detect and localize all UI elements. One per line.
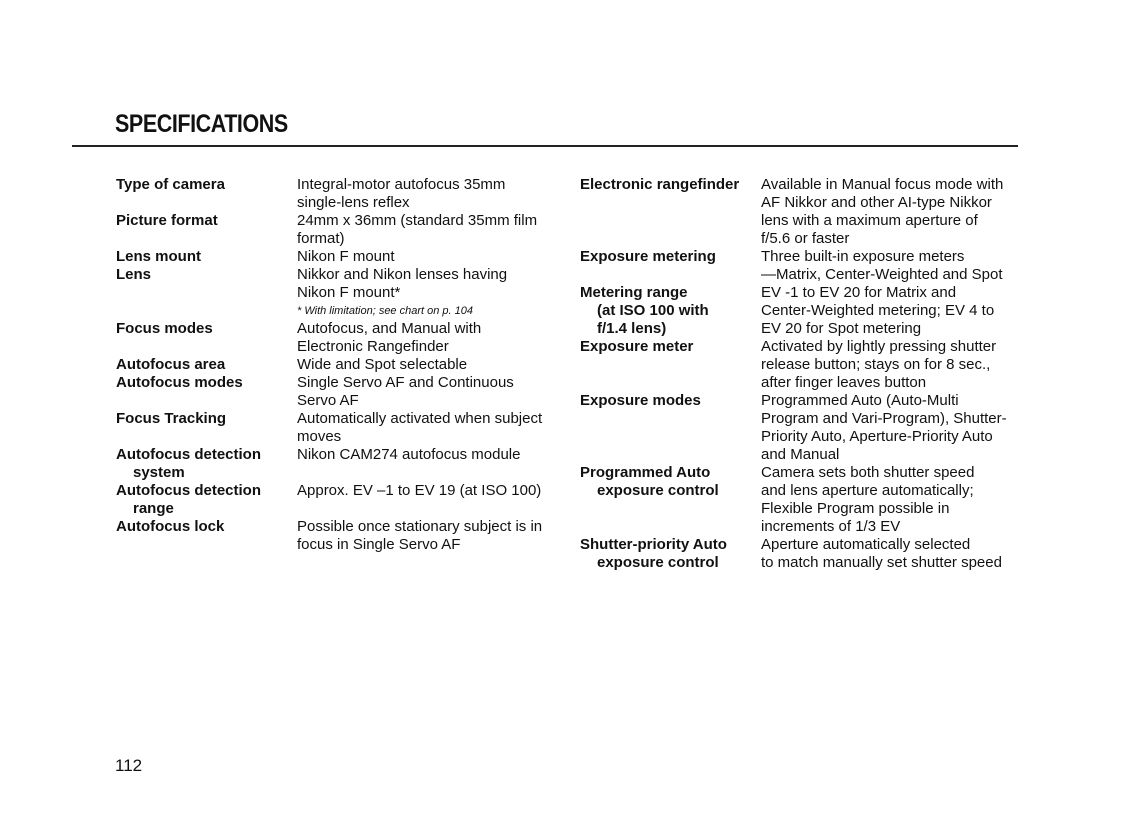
spec-value: Nikon CAM274 autofocus module — [297, 446, 521, 463]
spec-label: Autofocus modes — [116, 374, 243, 391]
spec-value: increments of 1/3 EV — [761, 518, 901, 535]
spacer — [580, 428, 755, 446]
spec-label: Lens mount — [116, 248, 201, 265]
spec-value: Available in Manual focus mode with — [761, 176, 1004, 193]
spec-labels-left — [116, 176, 291, 536]
spec-value: Electronic Rangefinder — [297, 338, 449, 355]
spacer — [580, 194, 755, 212]
spec-labels-right — [580, 176, 755, 572]
spacer — [580, 266, 755, 284]
spec-label: range — [133, 500, 174, 517]
spec-value: EV 20 for Spot metering — [761, 320, 922, 337]
spacer — [116, 194, 291, 212]
spacer — [580, 230, 755, 248]
spec-value: Program and Vari-Program), Shutter- — [761, 410, 1007, 427]
spacer — [580, 500, 755, 518]
spec-value: Automatically activated when subject — [297, 410, 543, 427]
spacer — [116, 230, 291, 248]
spacer — [116, 302, 291, 320]
footnote: * With limitation; see chart on p. 104 — [297, 305, 473, 317]
spacer — [580, 374, 755, 392]
spec-label: system — [133, 464, 185, 481]
spec-value: Nikkor and Nikon lenses having — [297, 266, 508, 283]
page-number: 112 — [115, 756, 143, 775]
spec-value: AF Nikkor and other AI-type Nikkor — [761, 194, 992, 211]
spec-label: Exposure metering — [580, 248, 716, 265]
spec-value: Priority Auto, Aperture-Priority Auto — [761, 428, 993, 445]
spec-values-left — [297, 176, 572, 554]
spec-label: exposure control — [597, 482, 719, 499]
spec-label: Focus modes — [116, 320, 213, 337]
spec-value: Autofocus, and Manual with — [297, 320, 482, 337]
spacer — [297, 500, 572, 518]
spec-value: focus in Single Servo AF — [297, 536, 461, 553]
spec-label: Electronic rangefinder — [580, 176, 740, 193]
spec-value: after finger leaves button — [761, 374, 927, 391]
spec-value: Activated by lightly pressing shutter — [761, 338, 997, 355]
spacer — [297, 464, 572, 482]
spec-label: f/1.4 lens) — [597, 320, 667, 337]
spec-value: f/5.6 or faster — [761, 230, 850, 247]
spec-label: Programmed Auto — [580, 464, 711, 481]
spacer — [580, 356, 755, 374]
spec-value: —Matrix, Center-Weighted and Spot — [761, 266, 1003, 283]
spec-value: Aperture automatically selected — [761, 536, 971, 553]
spec-value: lens with a maximum aperture of — [761, 212, 978, 229]
spec-value: EV -1 to EV 20 for Matrix and — [761, 284, 957, 301]
spec-value: Possible once stationary subject is in — [297, 518, 543, 535]
spec-label: Exposure meter — [580, 338, 694, 355]
spec-values-right — [761, 176, 1031, 572]
spacer — [116, 338, 291, 356]
spacer — [116, 392, 291, 410]
spec-label: Autofocus detection — [116, 446, 261, 463]
spec-label: Autofocus detection — [116, 482, 261, 499]
spec-label: Autofocus area — [116, 356, 226, 373]
spec-label: Lens — [116, 266, 152, 283]
spacer — [580, 212, 755, 230]
spec-value: single-lens reflex — [297, 194, 410, 211]
spec-value: and Manual — [761, 446, 840, 463]
spec-label: Shutter-priority Auto — [580, 536, 727, 553]
spacer — [580, 446, 755, 464]
spacer — [580, 518, 755, 536]
spacer — [116, 428, 291, 446]
spec-value: Approx. EV –1 to EV 19 (at ISO 100) — [297, 482, 542, 499]
spacer — [580, 410, 755, 428]
spec-value: and lens aperture automatically; — [761, 482, 974, 499]
spec-label: Picture format — [116, 212, 218, 229]
spec-value: Programmed Auto (Auto-Multi — [761, 392, 959, 409]
spec-value: Wide and Spot selectable — [297, 356, 468, 373]
spec-value: Single Servo AF and Continuous — [297, 374, 514, 391]
spec-value: format) — [297, 230, 345, 247]
spec-value: Flexible Program possible in — [761, 500, 950, 517]
spec-value: Nikon F mount* — [297, 284, 401, 301]
spec-value: Three built-in exposure meters — [761, 248, 965, 265]
spec-value: Nikon F mount — [297, 248, 395, 265]
spec-label: (at ISO 100 with — [597, 302, 709, 319]
spec-label: Metering range — [580, 284, 688, 301]
spec-value: Camera sets both shutter speed — [761, 464, 975, 481]
spec-value: Servo AF — [297, 392, 359, 409]
spec-value: 24mm x 36mm (standard 35mm film — [297, 212, 538, 229]
page-title: SPECIFICATIONS — [115, 110, 288, 138]
spec-label: Exposure modes — [580, 392, 701, 409]
spacer — [116, 284, 291, 302]
spec-value: moves — [297, 428, 342, 445]
spec-label: Type of camera — [116, 176, 225, 193]
spec-value: Center-Weighted metering; EV 4 to — [761, 302, 995, 319]
spec-value: to match manually set shutter speed — [761, 554, 1002, 571]
spec-label: Focus Tracking — [116, 410, 227, 427]
title-divider — [72, 145, 1018, 147]
spec-label: Autofocus lock — [116, 518, 225, 535]
spec-value: release button; stays on for 8 sec., — [761, 356, 991, 373]
spec-value: Integral-motor autofocus 35mm — [297, 176, 506, 193]
spec-label: exposure control — [597, 554, 719, 571]
